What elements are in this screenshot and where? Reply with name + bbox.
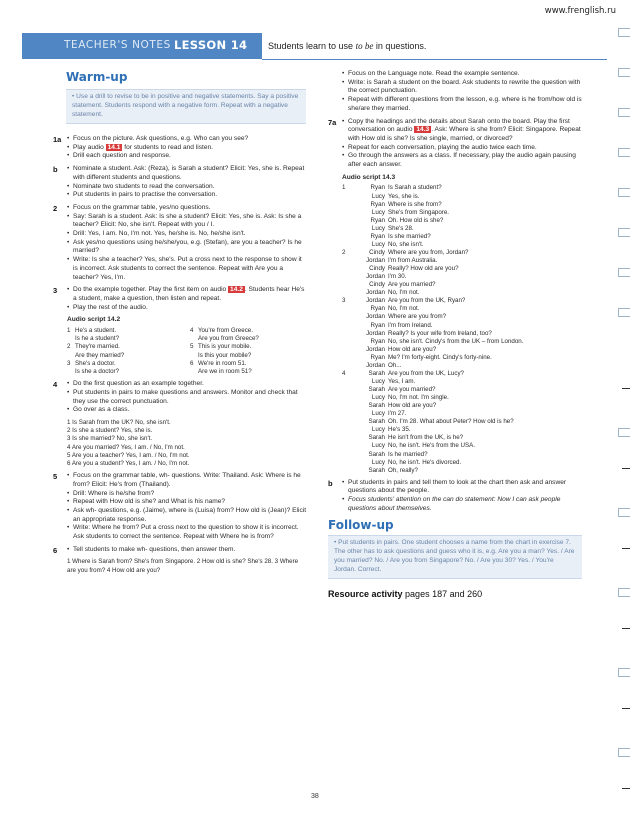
dialog-line-number bbox=[342, 378, 354, 386]
dialog-text: Oh, really? bbox=[388, 466, 418, 474]
lesson-subtitle: Students learn to use to be in questions. bbox=[268, 41, 427, 51]
dialog-text: Yes, she is. bbox=[388, 192, 420, 200]
dialog-line-number bbox=[342, 426, 354, 434]
dialog-line-number bbox=[342, 442, 354, 450]
dialog-text: No, she isn't. Cindy's from the UK – from London. bbox=[388, 337, 524, 345]
dialog-text: No, he isn't. He's from the USA. bbox=[388, 442, 475, 450]
dialog-text: I'm from Ireland. bbox=[388, 321, 433, 329]
resource-activity: Resource activity pages 187 and 260 bbox=[328, 588, 483, 599]
step-1b: b • Nominate a student. Ask: (Reza), is Sarah a student? Elicit: Yes, she is. Repeat with different students and questions. • Nominate two students to read the conversation. • Put students in pairs to practise the conversation. bbox=[53, 165, 307, 200]
dialog-line-number bbox=[342, 459, 354, 467]
dialog-text: Me? I'm forty-eight. Cindy's forty-nine. bbox=[388, 353, 492, 361]
dialog-text: Are you from the UK, Lucy? bbox=[388, 369, 465, 377]
dialog-speaker: Lucy bbox=[371, 394, 385, 402]
dialog-text: Where are you from? bbox=[388, 313, 447, 321]
step-4: 4 • Do the first question as an example together. • Put students in pairs to make questions and answers. Monitor and check that they use the correct punctuation. • Go over as a class. bbox=[53, 380, 307, 415]
dialog-line-number bbox=[342, 346, 354, 354]
step-6: 6 • Tell students to make wh- questions, then answer them. bbox=[53, 546, 307, 555]
page-edge-tabs bbox=[618, 28, 630, 818]
dialog-line-number: 2 bbox=[342, 248, 346, 256]
dialog-speaker: Sarah bbox=[368, 434, 385, 442]
dialog-line-number bbox=[342, 289, 354, 297]
dialog-speaker: Ryan bbox=[370, 232, 385, 240]
dialog-text: I'm from Australia. bbox=[388, 257, 438, 264]
dialog-text: Oh. I'm 28. What about Peter? How old is he? bbox=[388, 418, 514, 426]
answers-step-4: 1 Is Sarah from the UK? No, she isn't. 2 Is she a student? Yes, she is. 3 Is she married? No, she isn't. 4 Are you married? Yes, I am. / No, I'm not. 5 Are you a teacher? Yes, I am. / No, I'm not. 6 Are you a student? Yes, I am. / No, I'm not. bbox=[67, 419, 190, 467]
dialog-line-number bbox=[342, 209, 354, 217]
dialog-text: Really? Is your wife from Ireland, too? bbox=[388, 329, 492, 337]
lesson-header-bar bbox=[22, 33, 262, 59]
left-column bbox=[66, 70, 306, 130]
warmup-title: Warm-up bbox=[66, 70, 128, 84]
dialog-line-number bbox=[342, 273, 354, 281]
dialog-speaker: Sarah bbox=[368, 450, 385, 458]
dialog-text: Is he married? bbox=[388, 450, 428, 458]
dialog-speaker: Jordan bbox=[366, 361, 385, 369]
step-3: 3 • Do the example together. Play the first item on audio 14.2 . Students hear He's a student, make a question, then listen and repeat. • Play the rest of the audio. bbox=[53, 286, 307, 312]
dialog-line-number bbox=[342, 386, 354, 394]
dialog-line-number bbox=[342, 410, 354, 418]
language-note-steps: • Focus on the Language note. Read the example sentence. • Write: is Sarah a student on the board. Ask students to rewrite the question with the correct punctuation. • Repeat with different questions from the lesson, e.g. where is he from/how old is she/are they married. bbox=[328, 70, 582, 114]
followup-title: Follow-up bbox=[328, 517, 394, 532]
dialog-line-number: 1 bbox=[342, 184, 346, 192]
dialog-speaker: Ryan bbox=[370, 305, 385, 313]
dialog-text: Where are you from, Jordan? bbox=[388, 248, 469, 256]
dialog-line-number bbox=[342, 434, 354, 442]
dialog-speaker: Lucy bbox=[371, 442, 385, 450]
dialog-line-number bbox=[342, 451, 354, 459]
dialog-speaker: Ryan bbox=[370, 216, 385, 224]
dialog-line-number bbox=[342, 305, 354, 313]
dialog-line-number bbox=[342, 354, 354, 362]
dialog-line-number: 3 bbox=[342, 297, 346, 305]
dialog-speaker: Sarah bbox=[368, 466, 385, 474]
dialog-text: Yes, I am. bbox=[388, 377, 416, 385]
dialog-text: No, I'm not. I'm single. bbox=[388, 394, 449, 402]
dialog-text: I'm 27. bbox=[388, 410, 407, 418]
dialog-speaker: Jordan bbox=[366, 273, 385, 281]
step-7b: b • Put students in pairs and tell them to look at the chart then ask and answer questions about the people. • Focus students' attention on the can do statement: Now I can ask people questions about themselves. bbox=[328, 479, 582, 514]
step-7a: 7a • Copy the headings and the details about Sarah onto the board. Play the first conversation on audio 14.3 . Ask: Where is she from? Elicit: Singapore. Repeat with How old is she? Is she single, married, or divorced? • Repeat for each conversation, playing the audio twice each time. • Go through the answers as a class. If necessary, play the audio again pausing after each answer. bbox=[328, 118, 582, 170]
dialog-text: Are you from the UK, Ryan? bbox=[388, 297, 466, 305]
dialog-speaker: Jordan bbox=[366, 297, 385, 305]
dialog-text: Is Sarah a student? bbox=[388, 184, 442, 192]
dialog-speaker: Lucy bbox=[371, 410, 385, 418]
dialog-line-number bbox=[342, 265, 354, 273]
dialog-line-number bbox=[342, 241, 354, 249]
left-steps bbox=[53, 135, 307, 578]
dialog-text: I'm 30. bbox=[388, 273, 407, 281]
dialog-speaker: Lucy bbox=[371, 377, 385, 385]
dialog-text: Oh. How old is she? bbox=[388, 216, 444, 224]
dialog-text: How old are you? bbox=[388, 402, 437, 410]
dialog-text: Is she married? bbox=[388, 232, 431, 240]
dialog-speaker: Ryan bbox=[370, 200, 385, 208]
dialog-line-number bbox=[342, 201, 354, 209]
step-1a: 1a • Focus on the picture. Ask questions, e.g. Who can you see? • Play audio 14.1 for students to read and listen. • Drill each question and response. bbox=[53, 135, 307, 161]
step-5: 5 • Focus on the grammar table, wh- questions. Write: Thailand. Ask: Where is he from? Elicit: He's from (Thailand). • Drill: Where is he/she from? • Repeat with How old is she? and What is his name? • Ask wh- questions, e.g. (Jaime), where is (Luisa) from? How old is (Jean)? Elicit an appropriate response. • Write: Where he from? Put a cross next to the question to show it is incorrect. Ask students to correct the sentence. Repeat with Where he is from? bbox=[53, 472, 307, 542]
dialog-line-number bbox=[342, 225, 354, 233]
dialog-line-number bbox=[342, 322, 354, 330]
dialog-line-number bbox=[342, 281, 354, 289]
dialog-text: No, I'm not. bbox=[388, 305, 420, 313]
dialog-line-number bbox=[342, 418, 354, 426]
audio-tag: 14.1 bbox=[107, 143, 121, 151]
dialog-speaker: Lucy bbox=[371, 224, 385, 232]
dialog-speaker: Ryan bbox=[370, 353, 385, 361]
dialog-speaker: Sarah bbox=[368, 369, 385, 377]
dialog-line-number: 4 bbox=[342, 369, 346, 377]
warmup-box: • Use a drill to revise to be in positive and negative statements. Say a positive statement. Students respond with a negative form. Repeat with a negative statement. bbox=[66, 89, 306, 124]
dialog-line-number bbox=[342, 313, 354, 321]
right-column bbox=[328, 70, 582, 601]
dialog-speaker: Jordan bbox=[366, 257, 385, 264]
dialog-speaker: Jordan bbox=[366, 313, 385, 321]
dialog-speaker: Ryan bbox=[370, 184, 385, 192]
dialog-line-number bbox=[342, 257, 354, 265]
dialog-text: How old are you? bbox=[388, 345, 437, 353]
dialog-text: Are you married? bbox=[388, 386, 436, 393]
dialog-speaker: Cindy bbox=[369, 281, 385, 289]
dialog-speaker: Cindy bbox=[369, 248, 385, 256]
dialog-text: No, I'm not. bbox=[388, 289, 420, 297]
dialog-text: No, she isn't. bbox=[388, 240, 424, 248]
dialog-speaker: Lucy bbox=[371, 426, 385, 434]
followup-box: • Put students in pairs. One student chooses a name from the chart in exercise 7. The other has to ask questions and guess who it is, e.g. Are you a man? Yes. / Are you married? No. / Are you from Singapore? No. / Are you 30? Yes. / You're Jordan. Correct. bbox=[328, 535, 582, 579]
audio-script-14-2: Audio script 14.2 1 He's a student. Is he a student? 2 They're married. Are they married? 3 She's a doctor. Is she a doctor? 4 You're from Greece. Are you from Greece? 5 This is your mobile. Is this your mobile? 6 We're in room 51. Are we in room 51? bbox=[67, 316, 259, 375]
dialog-speaker: Jordan bbox=[366, 289, 385, 297]
dialog-speaker: Lucy bbox=[371, 458, 385, 466]
dialog-speaker: Ryan bbox=[370, 321, 385, 329]
dialog-line-number bbox=[342, 193, 354, 201]
dialog-text: No, he isn't. He's divorced. bbox=[388, 458, 462, 466]
dialog-speaker: Cindy bbox=[369, 265, 385, 273]
step-2: 2 • Focus on the grammar table, yes/no questions. • Say: Sarah is a student. Ask: Is she a student? Elicit: Yes, she is. Ask: Is she a teacher? Elicit: No, she isn't. Repeat with you / I. • Drill: Yes, I am. No, I'm not. Yes, he/she is. No, he/she isn't. • Ask yes/no questions using he/she/you, e.g. (Stefan), are you a teacher? Is he married? • Write: Is she a teacher? Yes, she's. Put a cross next to the response to show it is incorrect. Ask students to correct the sentence. Repeat with Are you a teacher? Yes, I'm. bbox=[53, 204, 307, 282]
page-number: 38 bbox=[311, 793, 319, 800]
dialog-speaker: Sarah bbox=[368, 386, 385, 393]
dialog-text: Are you married? bbox=[388, 281, 436, 289]
site-url[interactable]: www.frenglish.ru bbox=[544, 6, 616, 16]
lesson-number: LESSON 14 bbox=[174, 38, 248, 52]
dialog-speaker: Lucy bbox=[371, 208, 385, 216]
audio-script-14-3: Audio script 14.3 1 Ryan Is Sarah a student? Lucy Yes, she is. Ryan Where is she from? Lucy She's from Singapore. Ryan Oh. How old is she? Lucy She's 28. Ryan Is she married? Lucy No, she isn't. 2 Cindy Where are you from, Jordan? Jordan I'm from Australia. Cindy Really? How old are you? Jordan I'm 30. Cindy Are you married? Jordan No, I'm not. 3 Jordan Are you from the UK, Ryan? Ryan No, I'm not. Jordan Where are you from? Ryan I'm from Ireland. Jordan Really? Is your wife from Ireland, too? Ryan No, she isn't. Cindy's from the UK – from London. Jordan How old are you? Ryan Me? I'm forty-eight. Cindy's forty-nine. Jordan Oh... 4 Sarah Are you from the UK, Lucy? Lucy Yes, I am. Sarah Are you married? Lucy No, I'm not. I'm single. Sarah How old are you? Lucy I'm 27. Sarah Oh. I'm 28. What about Peter? How old is he? Lucy He's 35. Sarah He isn't from the UK, is he? Lucy No, he isn't. He's from the USA. Sarah Is he married? Lucy No, he isn't. He's divorced. Sarah Oh, really? bbox=[342, 174, 582, 475]
dialog-speaker: Sarah bbox=[368, 402, 385, 410]
dialog-line-number bbox=[342, 362, 354, 370]
dialog-line-number bbox=[342, 330, 354, 338]
dialog-speaker: Lucy bbox=[371, 240, 385, 248]
header-divider bbox=[262, 59, 607, 60]
dialog-speaker: Sarah bbox=[368, 418, 385, 426]
dialog-line-number bbox=[342, 394, 354, 402]
dialog-line-number bbox=[342, 467, 354, 475]
audio-tag: 14.3 bbox=[416, 126, 430, 134]
dialog-text: She's from Singapore. bbox=[388, 208, 450, 216]
dialog-speaker: Jordan bbox=[366, 329, 385, 337]
dialog-text: He's 35. bbox=[388, 426, 411, 434]
dialog-text: He isn't from the UK, is he? bbox=[388, 434, 464, 442]
dialog-line-number bbox=[342, 402, 354, 410]
dialog-line-number bbox=[342, 338, 354, 346]
dialog-line-number bbox=[342, 233, 354, 241]
dialog-speaker: Ryan bbox=[370, 337, 385, 345]
dialog-text: Where is she from? bbox=[388, 200, 442, 208]
answers-step-6: 1 Where is Sarah from? She's from Singapore. 2 How old is she? She's 28. 3 Where are you from? 4 How old are you? bbox=[67, 558, 299, 574]
dialog-line-number bbox=[342, 217, 354, 225]
dialog-speaker: Jordan bbox=[366, 345, 385, 353]
teachers-notes-label: TEACHER'S NOTES bbox=[64, 39, 171, 51]
dialog-text: Really? How old are you? bbox=[388, 265, 459, 273]
audio-tag: 14.2 bbox=[230, 286, 243, 294]
dialog-text: She's 28. bbox=[388, 224, 414, 232]
dialog-speaker: Lucy bbox=[371, 192, 385, 200]
dialog-text: Oh... bbox=[388, 361, 402, 369]
